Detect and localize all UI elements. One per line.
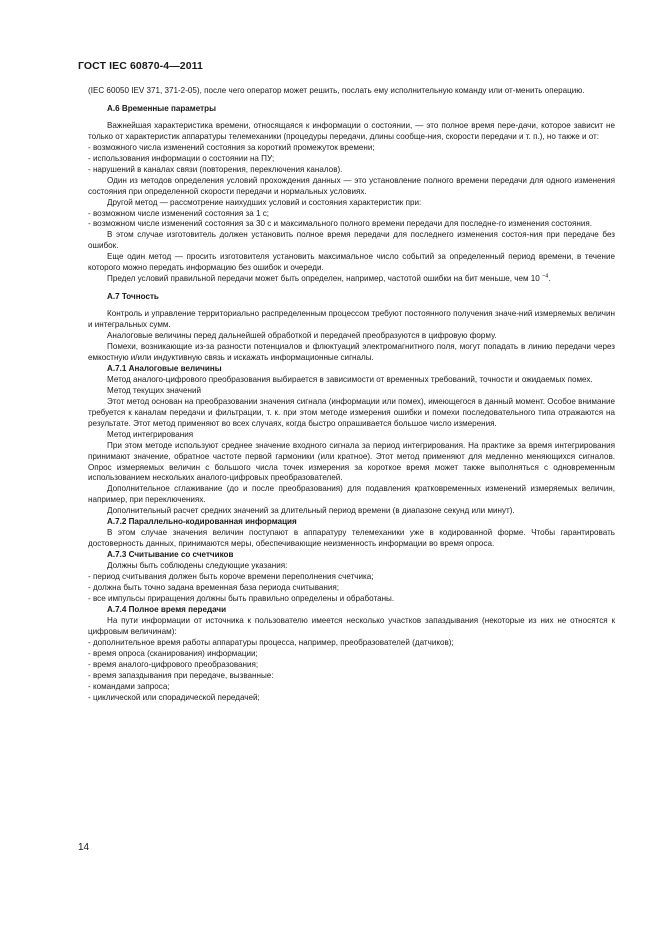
paragraph: Дополнительный расчет средних значений за длительный период времени (в диапазоне секунд или минут).	[107, 506, 515, 516]
list-item: - время опроса (сканирования) информации;	[88, 649, 615, 660]
paragraph: В этом случае изготовитель должен установить полное время передачи для последнего изменения состоя-ния при передаче без ошибок.	[88, 230, 615, 251]
list-item: - возможного числа изменений состояния за короткий промежуток времени;	[88, 143, 615, 154]
paragraph: Этот метод основан на преобразовании значения сигнала (информации или помех), имеющегося в данный момент. Особое внимание требуется к каналам передачи и фильтрации, т. к. при этом методе измерения ошибки и помехи последовательного типа отражаются на результате. Этот метод применяют во всех случаях, когда быстро опрашивается большое число измерения.	[88, 396, 615, 428]
section-heading-a74: А.7.4 Полное время передачи	[107, 604, 227, 614]
paragraph: Важнейшая характеристика времени, относящаяся к информации о состоянии, — это полное время пере-дачи, которое зависит не только от характеристик аппаратуры телемеханики (процедуры передачи, длины сообще-ния, скорости передачи и т. п.), но также и от:	[88, 120, 615, 141]
list-item: - возможном числе изменений состояния за 30 с и максимального полного времени передачи для последне-го изменения состояния.	[88, 219, 615, 230]
paragraph-text: Предел условий правильной передачи может быть определен, например, частотой ошибки на бит меньше, чем 10	[107, 274, 540, 284]
section-heading-a72: А.7.2 Параллельно-кодированная информация	[107, 517, 297, 527]
paragraph: (IEC 60050 IEV 371, 371-2-05), после чего оператор может решить, послать ему исполнительную команду или от-менить операцию.	[88, 86, 585, 95]
paragraph: При этом методе используют среднее значение входного сигнала за период интегрирования. На практике за время интегрирования принимают значение, обратное частоте первой гармоники (или кратное). Этот метод применяют для медленно меняющихся сигналов. Опрос измеряемых величин с большого числа точек измерения за короткое время может также выполняться с одновременным использованием нескольких аналого-цифровых преобразователей.	[88, 440, 615, 483]
paragraph: Метод аналого-цифрового преобразования выбирается в зависимости от временных требований, точности и ожидаемых помех.	[107, 374, 593, 384]
list-item: - дополнительное время работы аппаратуры процесса, например, преобразователей (датчиков);	[88, 638, 615, 649]
paragraph: Предел условий правильной передачи может быть определен, например, частотой ошибки на бит меньше, чем 10 $^{-4}$.	[107, 273, 551, 284]
list-item: - время аналого-цифрового преобразования;	[88, 660, 615, 671]
section-heading-a6: А.6 Временные параметры	[107, 103, 216, 113]
paragraph: На пути информации от источника к пользователю имеется несколько участков запаздывания (некоторые из них не относятся к цифровым величинам):	[88, 615, 615, 636]
paragraph: Аналоговые величины перед дальнейшей обработкой и передачей преобразуются в цифровую форму.	[107, 331, 497, 341]
paragraph: Еще один метод — просить изготовителя установить максимальное число событий за определенный период времени, в течение которого можно передать информацию без ошибок и очереди.	[88, 252, 615, 273]
exponent: −4	[542, 273, 549, 280]
paragraph: Метод текущих значений	[107, 385, 201, 395]
list-item: - должна быть точно задана временная база периода считывания;	[88, 583, 615, 594]
paragraph: Метод интегрирования	[107, 429, 194, 439]
list-item: - время запаздывания при передаче, вызванные:	[88, 671, 615, 682]
section-heading-a7: А.7 Точность	[107, 292, 159, 302]
list-item: - использования информации о состоянии на ПУ;	[88, 154, 615, 165]
paragraph: В этом случае значения величин поступают в аппаратуру телемеханики уже в кодированной форме. Чтобы гарантировать достоверность данных, принимаются меры, обеспечивающие неизменность информации во время опроса.	[88, 528, 615, 549]
page-number: 14	[78, 842, 90, 853]
paragraph: Дополнительное сглаживание (до и после преобразования) для подавления кратковременных изменений измеряемых величин, например, при переключениях.	[88, 484, 615, 505]
page-header: ГОСТ IEC 60870-4—2011	[78, 60, 203, 72]
paragraph: Должны быть соблюдены следующие указания:	[107, 561, 288, 571]
paragraph: Контроль и управление территориально распределенным процессом требуют постоянного получения значе-ний измеряемых величин и интегральных сумм.	[88, 309, 615, 330]
paragraph: Другой метод — рассмотрение наихудших условий и состояния характеристик при:	[107, 197, 422, 207]
page-content	[88, 86, 615, 703]
paragraph: Помехи, возникающие из-за разности потенциалов и флюктуаций электромагнитного поля, могут попадать в линию передачи через емкостную и/или индуктивную связь и искажать информационные сигналы.	[88, 342, 615, 362]
section-heading-a73: А.7.3 Считывание со счетчиков	[107, 550, 234, 560]
list-item: - возможном числе изменений состояния за 1 с;	[88, 209, 615, 220]
list-item: - все импульсы приращения должны быть правильно определены и обработаны.	[88, 594, 615, 605]
section-heading-a71: А.7.1 Аналоговые величины	[107, 363, 222, 373]
list-item: - командами запроса;	[88, 682, 615, 693]
list-item: - циклической или спорадической передачей;	[88, 693, 615, 704]
list-item: - период считывания должен быть короче времени переполнения счетчика;	[88, 572, 615, 583]
list-item: - нарушений в каналах связи (повторения, переключения каналов).	[88, 165, 615, 176]
paragraph: Один из методов определения условий прохождения данных — это установление полного времени передачи для одного изменения состояния при определенной скорости передачи и нормальных условиях.	[88, 175, 615, 196]
